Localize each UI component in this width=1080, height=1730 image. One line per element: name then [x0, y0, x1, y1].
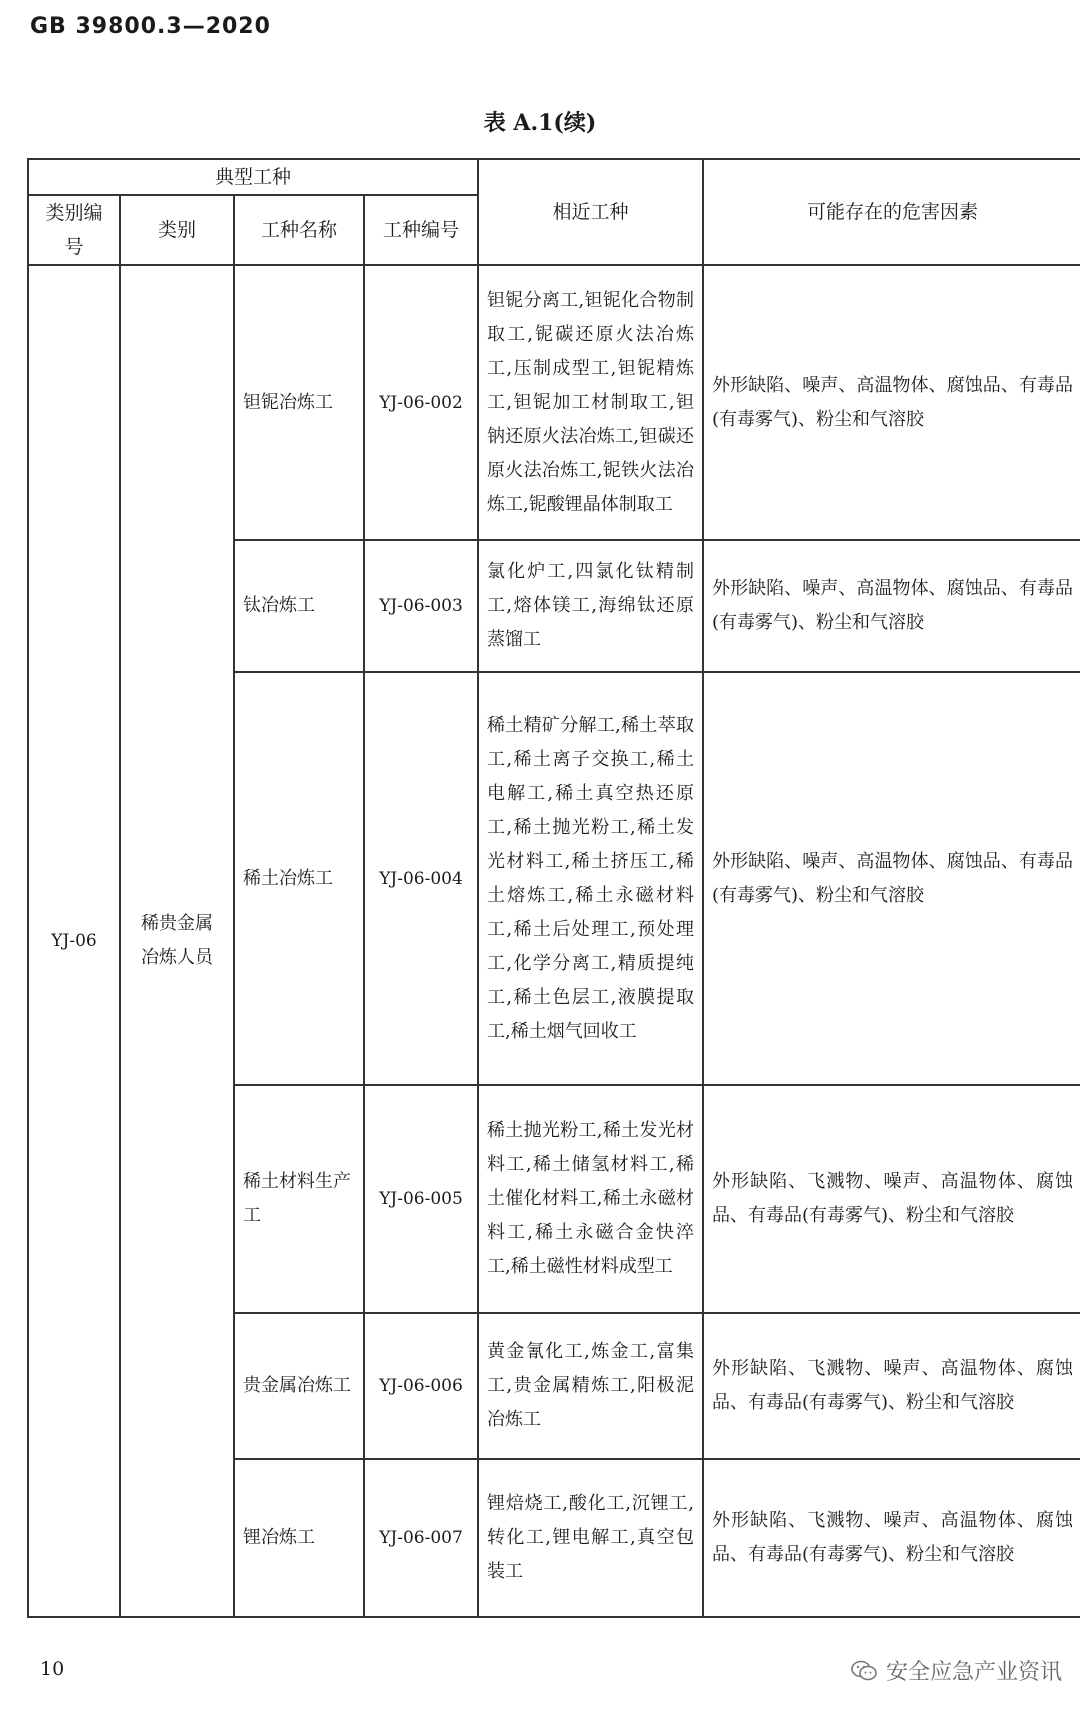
watermark — [850, 1655, 1062, 1686]
job-code-cell: YJ-06-006 — [364, 1313, 478, 1459]
job-name-cell: 贵金属冶炼工 — [234, 1313, 364, 1459]
job-name-cell: 钽铌冶炼工 — [234, 265, 364, 540]
category-code-header: 类别编号 — [28, 195, 120, 265]
hazards-cell: 外形缺陷、飞溅物、噪声、高温物体、腐蚀品、有毒品(有毒雾气)、粉尘和气溶胶 — [703, 1459, 1080, 1617]
hazards-cell: 外形缺陷、噪声、高温物体、腐蚀品、有毒品(有毒雾气)、粉尘和气溶胶 — [703, 540, 1080, 672]
job-name-cell: 稀土材料生产工 — [234, 1085, 364, 1313]
job-name-header: 工种名称 — [234, 195, 364, 265]
wechat-icon — [850, 1659, 878, 1683]
watermark-text: 安全应急产业资讯 — [885, 1660, 1062, 1685]
similar-jobs-header: 相近工种 — [478, 159, 703, 265]
page-number: 10 — [40, 1658, 65, 1680]
job-name-cell: 稀土冶炼工 — [234, 672, 364, 1085]
similar-jobs-cell: 黄金氰化工,炼金工,富集工,贵金属精炼工,阳极泥冶炼工 — [478, 1313, 703, 1459]
category-header: 类别 — [120, 195, 234, 265]
job-code-header: 工种编号 — [364, 195, 478, 265]
job-code-cell: YJ-06-005 — [364, 1085, 478, 1313]
similar-jobs-cell: 稀土抛光粉工,稀土发光材料工,稀土储氢材料工,稀土催化材料工,稀土永磁材料工,稀土永磁合金快淬工,稀土磁性材料成型工 — [478, 1085, 703, 1313]
hazards-header: 可能存在的危害因素 — [703, 159, 1080, 265]
group-header: 典型工种 — [28, 159, 478, 195]
similar-jobs-cell: 氯化炉工,四氯化钛精制工,熔体镁工,海绵钛还原蒸馏工 — [478, 540, 703, 672]
category-code-cell: YJ-06 — [28, 265, 120, 1617]
job-code-cell: YJ-06-002 — [364, 265, 478, 540]
similar-jobs-cell: 钽铌分离工,钽铌化合物制取工,铌碳还原火法冶炼工,压制成型工,钽铌精炼工,钽铌加工材制取工,钽钠还原火法冶炼工,钽碳还原火法冶炼工,铌铁火法冶炼工,铌酸锂晶体制取工 — [478, 265, 703, 540]
similar-jobs-cell: 稀土精矿分解工,稀土萃取工,稀土离子交换工,稀土电解工,稀土真空热还原工,稀土抛光粉工,稀土发光材料工,稀土挤压工,稀土熔炼工,稀土永磁材料工,稀土后处理工,预处理工,化学分离工,精质提纯工,稀土色层工,液膜提取工,稀土烟气回收工 — [478, 672, 703, 1085]
job-code-cell: YJ-06-004 — [364, 672, 478, 1085]
job-name-cell: 锂冶炼工 — [234, 1459, 364, 1617]
table-row — [28, 265, 1080, 540]
hazard-table-container — [27, 158, 1080, 1618]
hazards-cell: 外形缺陷、噪声、高温物体、腐蚀品、有毒品(有毒雾气)、粉尘和气溶胶 — [703, 672, 1080, 1085]
similar-jobs-cell: 锂焙烧工,酸化工,沉锂工,转化工,锂电解工,真空包装工 — [478, 1459, 703, 1617]
job-code-cell: YJ-06-007 — [364, 1459, 478, 1617]
hazards-cell: 外形缺陷、飞溅物、噪声、高温物体、腐蚀品、有毒品(有毒雾气)、粉尘和气溶胶 — [703, 1313, 1080, 1459]
hazard-table — [27, 158, 1080, 1618]
job-name-cell: 钛冶炼工 — [234, 540, 364, 672]
standard-code: GB 39800.3—2020 — [30, 14, 271, 39]
category-name-cell: 稀贵金属冶炼人员 — [120, 265, 234, 1617]
hazards-cell: 外形缺陷、噪声、高温物体、腐蚀品、有毒品(有毒雾气)、粉尘和气溶胶 — [703, 265, 1080, 540]
hazards-cell: 外形缺陷、飞溅物、噪声、高温物体、腐蚀品、有毒品(有毒雾气)、粉尘和气溶胶 — [703, 1085, 1080, 1313]
table-title: 表 A.1(续) — [483, 110, 597, 136]
job-code-cell: YJ-06-003 — [364, 540, 478, 672]
